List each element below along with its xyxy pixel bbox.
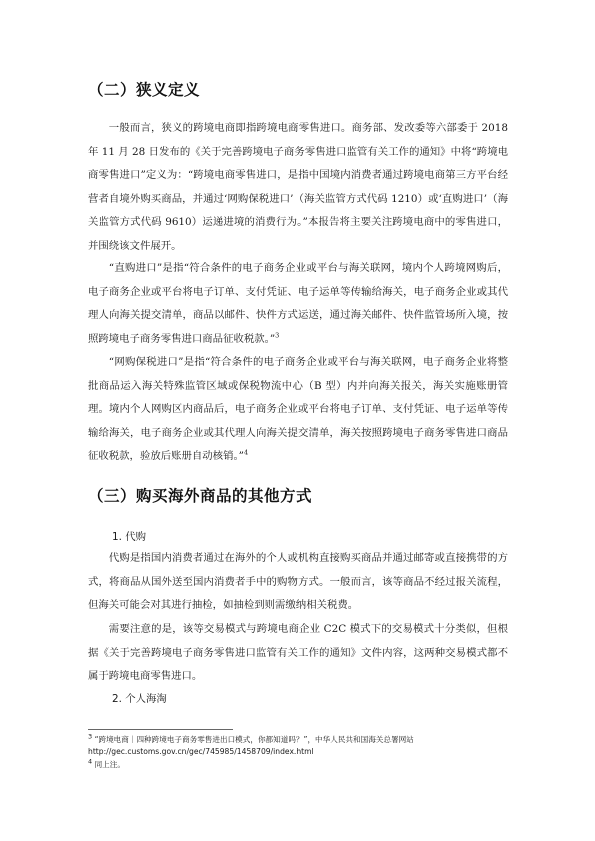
footnote-ref-3: 3 — [275, 331, 280, 340]
footnote-separator — [88, 729, 233, 730]
paragraph-direct-import-text: “直购进口”是指“符合条件的电子商务企业或平台与海关联网，境内个人跨境网购后，电子商务企业或平台将电子订单、支付凭证、电子运单等传输给海关，电子商务企业或其代理人向海关提交清单，商品以邮件、快件方式运送，通过海关邮件、快件监管场所入境，按照跨境电子商务零售进口商品征收税款。” — [88, 262, 508, 345]
paragraph-bonded-import — [88, 351, 508, 469]
footnote-mark-4: 4 — [88, 757, 93, 766]
paragraph-daigou-note: 需要注意的是，该等交易模式与跨境电商企业 C2C 模式下的交易模式十分类似，但根据《关于完善跨境电子商务零售进口监管有关工作的通知》文件内容，这两种交易模式都不属于跨境电商零售进口。 — [88, 623, 508, 683]
paragraph-bonded-import-text: “网购保税进口”是指“符合条件的电子商务企业或平台与海关联网，电子商务企业将整批商品运入海关特殊监管区域或保税物流中心（B 型）内并向海关报关，海关实施账册管理。境内个人网购区内商品后，电子商务企业或平台将电子订单、支付凭证、电子运单等传输给海关，电子商务企业或其代理人向海关提交清单，海关按照跨境电子商务零售进口商品征收税款，验放后账册自动核销。” — [88, 356, 508, 463]
subheading-personal-haitao: 2. 个人海淘 — [112, 693, 167, 705]
heading-narrow-definition: （二）狭义定义 — [88, 81, 201, 99]
footnote-3 — [88, 734, 528, 757]
footnote-4 — [88, 759, 528, 771]
footnote-mark-3: 3 — [88, 732, 93, 741]
paragraph-daigou: 代购是指国内消费者通过在海外的个人或机构直接购买商品并通过邮寄或直接携带的方式，将商品从国外送至国内消费者手中的购物方式。一般而言，该等商品不经过报关流程，但海关可能会对其进行抽检，如抽检到则需缴纳相关税费。 — [88, 552, 508, 612]
subheading-daigou: 1. 代购 — [112, 531, 146, 543]
heading-other-methods: （三）购买海外商品的其他方式 — [88, 487, 313, 505]
footnote-ref-4: 4 — [243, 448, 249, 457]
footnote-4-text: 同上注。 — [94, 760, 125, 769]
paragraph-narrow-definition: 一般而言，狭义的跨境电商即指跨境电商零售进口。商务部、发改委等六部委于 2018 年 11 月 28 日发布的《关于完善跨境电子商务零售进口监管有关工作的通知》中将“跨境电商零售进口”定义为：“跨境电商零售进口，是指中国境内消费者通过跨境电商第三方平台经营者自境外购买商品，并通过‘网购保税进口’（海关监管方式代码 1210）或‘直购进口’（海关监管方式代码 9610）运递进境的消费行为。”本报告将主要关注跨境电商中的零售进口，并围绕该文件展开。 — [88, 122, 508, 252]
footnote-3-text: “跨境电商｜四种跨境电子商务零售进出口模式，你都知道吗？”，中华人民共和国海关总署网站 http://gec.customs.gov.cn/gec/745985/1458709/index.html — [88, 735, 414, 756]
paragraph-direct-import — [88, 257, 508, 351]
